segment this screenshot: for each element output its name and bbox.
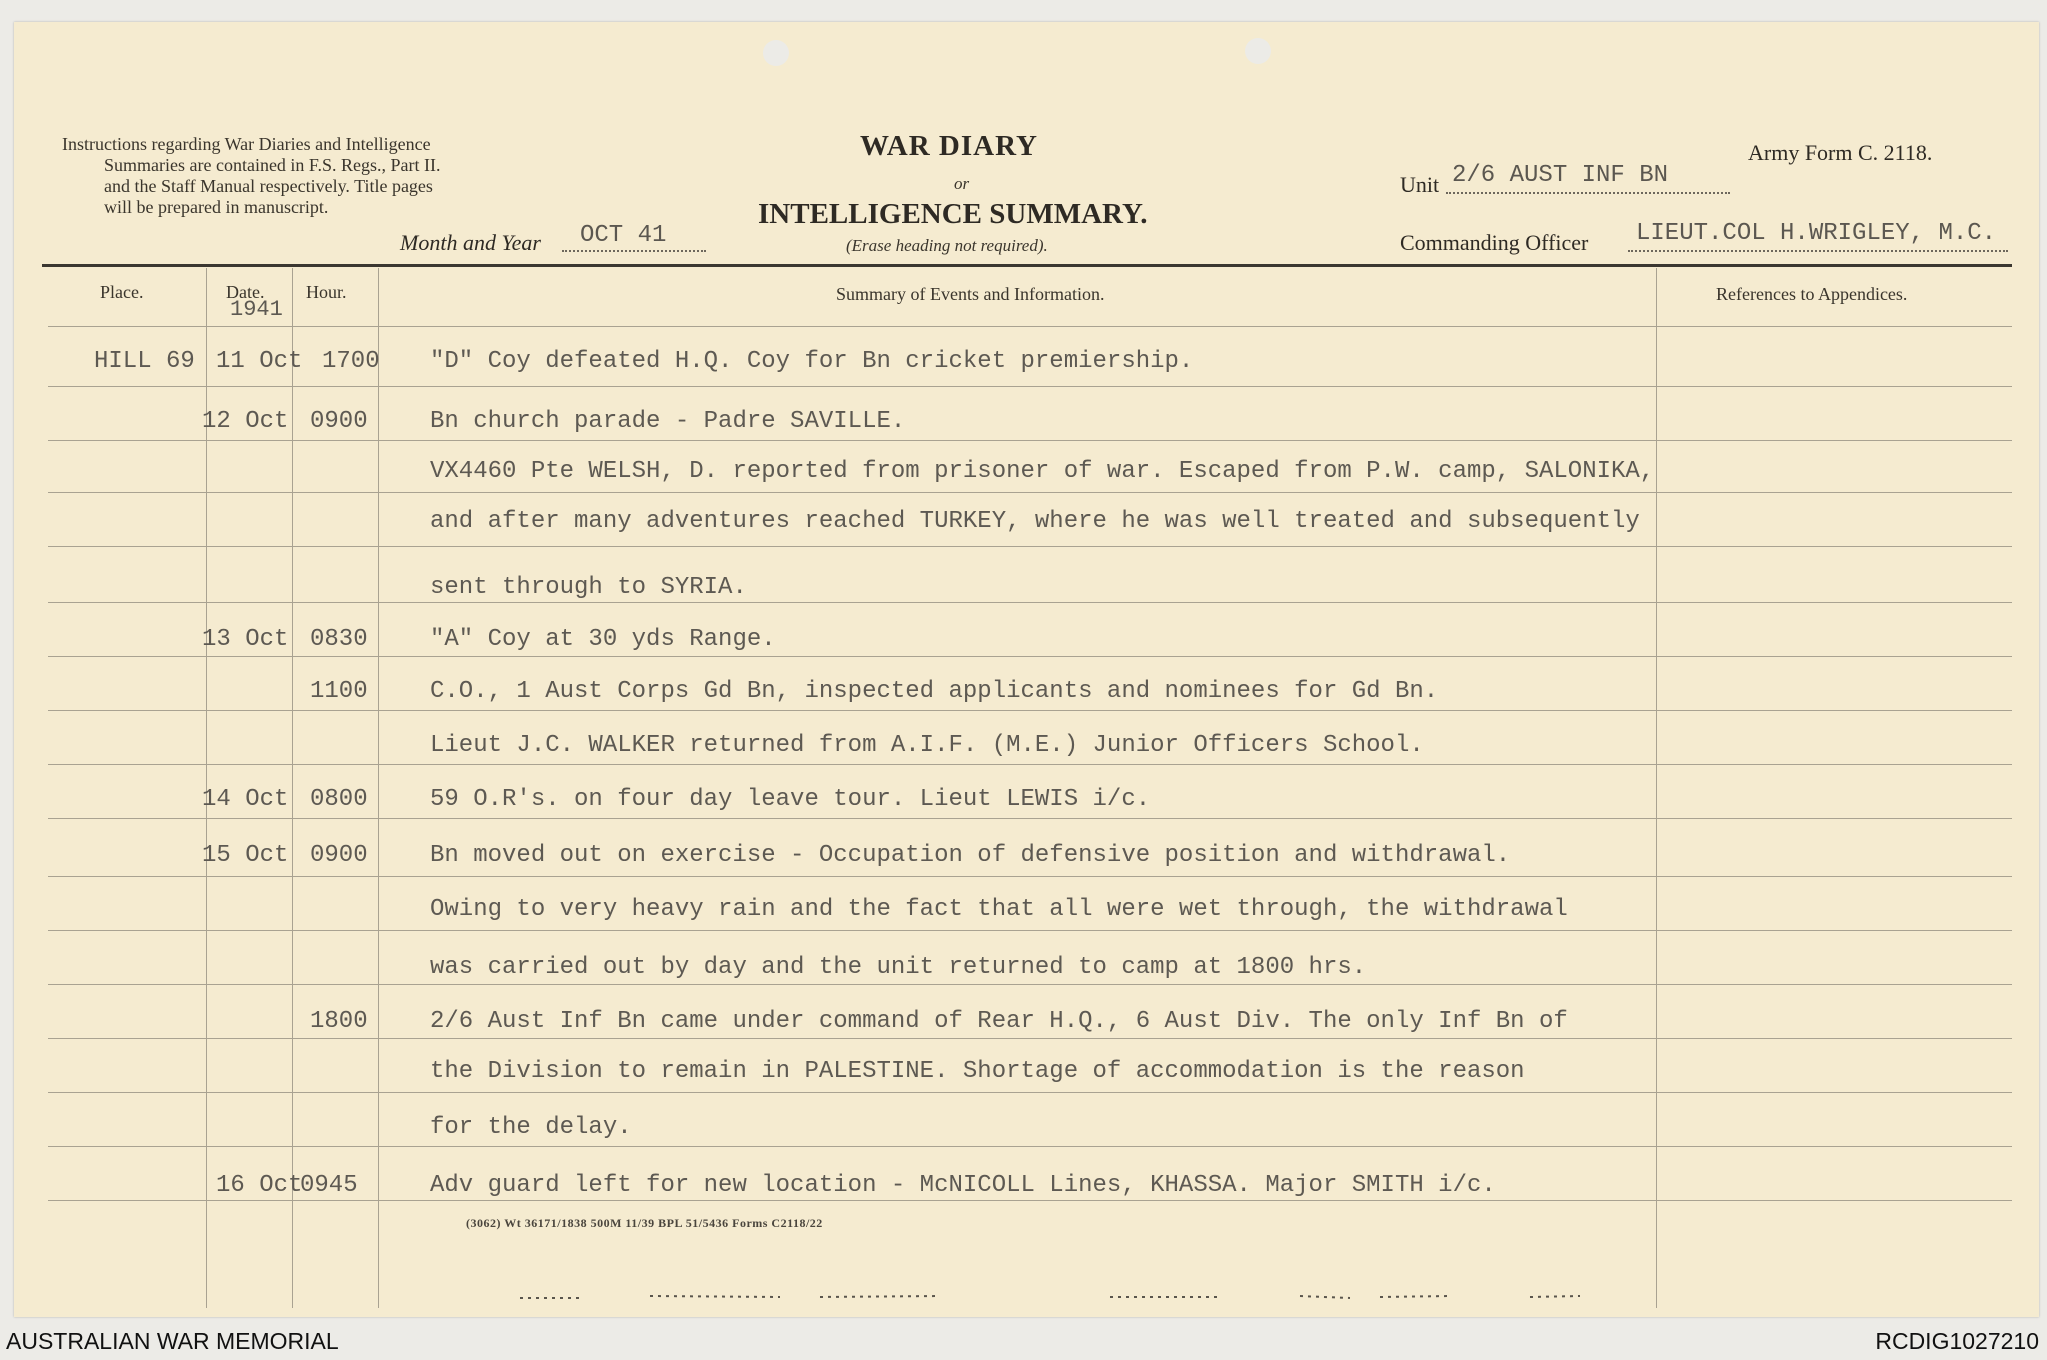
- row-summary: VX4460 Pte WELSH, D. reported from prisoner of war. Escaped from P.W. camp, SALONIKA,: [430, 458, 1655, 485]
- row-summary: for the delay.: [430, 1114, 632, 1141]
- row-rule: [48, 492, 2012, 493]
- erase-note: (Erase heading not required).: [846, 236, 1048, 255]
- row-place: HILL 69: [94, 348, 195, 375]
- row-rule: [48, 440, 2012, 441]
- row-hour: 1100: [310, 678, 368, 705]
- row-rule: [48, 876, 2012, 877]
- row-hour: 1800: [310, 1008, 368, 1035]
- commanding-officer-label: Commanding Officer: [1400, 230, 1589, 255]
- row-rule: [48, 930, 2012, 931]
- instructions-line: will be prepared in manuscript.: [104, 197, 329, 217]
- row-rule: [48, 764, 2012, 765]
- row-hour: 0900: [310, 408, 368, 435]
- punch-hole: [1245, 38, 1271, 64]
- row-date: 12 Oct: [202, 408, 289, 435]
- row-summary: 2/6 Aust Inf Bn came under command of Rear H.Q., 6 Aust Div. The only Inf Bn of: [430, 1008, 1568, 1035]
- form-subtitle: INTELLIGENCE SUMMARY.: [758, 198, 1148, 230]
- row-rule: [48, 710, 2012, 711]
- row-hour: 0830: [310, 626, 368, 653]
- printer-imprint: (3062) Wt 36171/1838 500M 11/39 BPL 51/5436 Forms C2118/22: [466, 1216, 823, 1230]
- table-top-rule: [42, 264, 2012, 267]
- bottom-ink-marks: [520, 1290, 1610, 1304]
- row-summary: Adv guard left for new location - McNICOLL Lines, KHASSA. Major SMITH i/c.: [430, 1172, 1496, 1199]
- column-divider: [292, 268, 293, 1308]
- instructions-line: Summaries are contained in F.S. Regs., Part II.: [104, 155, 441, 175]
- archive-credit: AUSTRALIAN WAR MEMORIAL: [6, 1328, 339, 1354]
- row-rule: [48, 984, 2012, 985]
- unit-label: Unit: [1400, 172, 1440, 197]
- column-header-date: Date.: [226, 282, 265, 302]
- form-title-or: or: [954, 174, 970, 193]
- commanding-officer-value: LIEUT.COL H.WRIGLEY, M.C.: [1636, 220, 1997, 247]
- form-number: Army Form C. 2118.: [1748, 140, 1933, 165]
- row-rule: [48, 546, 2012, 547]
- row-summary: Bn church parade - Padre SAVILLE.: [430, 408, 906, 435]
- unit-dotted-line: [1446, 192, 1730, 194]
- month-year-label: Month and Year: [400, 230, 541, 255]
- header-rule: [48, 326, 2012, 327]
- column-header-references: References to Appendices.: [1716, 284, 1908, 304]
- row-date: 14 Oct: [202, 786, 289, 813]
- unit-value: 2/6 AUST INF BN: [1452, 162, 1669, 189]
- column-header-hour: Hour.: [306, 282, 347, 302]
- column-header-place: Place.: [100, 282, 144, 302]
- row-date: 16 Oct: [216, 1172, 303, 1199]
- row-hour: 1700: [322, 348, 380, 375]
- co-dotted-line: [1628, 250, 2008, 252]
- row-summary: sent through to SYRIA.: [430, 574, 747, 601]
- row-hour: 0800: [310, 786, 368, 813]
- column-divider: [378, 268, 379, 1308]
- row-rule: [48, 1092, 2012, 1093]
- row-rule: [48, 656, 2012, 657]
- archive-record-id: RCDIG1027210: [1875, 1328, 2039, 1354]
- month-year-dotted-line: [562, 250, 706, 252]
- form-title: WAR DIARY: [860, 130, 1038, 162]
- row-summary: C.O., 1 Aust Corps Gd Bn, inspected applicants and nominees for Gd Bn.: [430, 678, 1439, 705]
- row-summary: "A" Coy at 30 yds Range.: [430, 626, 776, 653]
- row-rule: [48, 818, 2012, 819]
- instructions-note: [62, 134, 552, 218]
- row-date: 15 Oct: [202, 842, 289, 869]
- row-summary: was carried out by day and the unit returned to camp at 1800 hrs.: [430, 954, 1367, 981]
- row-date: 11 Oct: [216, 348, 303, 375]
- row-summary: Bn moved out on exercise - Occupation of defensive position and withdrawal.: [430, 842, 1511, 869]
- row-hour: 0900: [310, 842, 368, 869]
- instructions-line: and the Staff Manual respectively. Title pages: [104, 176, 433, 196]
- row-rule: [48, 386, 2012, 387]
- row-rule: [48, 1038, 2012, 1039]
- row-hour: 0945: [300, 1172, 358, 1199]
- row-rule: [48, 602, 2012, 603]
- column-header-year: 1941: [230, 297, 283, 322]
- row-summary: Owing to very heavy rain and the fact that all were wet through, the withdrawal: [430, 896, 1568, 923]
- column-divider: [1656, 268, 1657, 1308]
- row-summary: "D" Coy defeated H.Q. Coy for Bn cricket premiership.: [430, 348, 1194, 375]
- row-summary: the Division to remain in PALESTINE. Shortage of accommodation is the reason: [430, 1058, 1525, 1085]
- column-header-summary: Summary of Events and Information.: [836, 284, 1105, 304]
- row-summary: and after many adventures reached TURKEY, where he was well treated and subsequently: [430, 508, 1640, 535]
- row-rule: [48, 1200, 2012, 1201]
- punch-hole: [763, 40, 789, 66]
- row-date: 13 Oct: [202, 626, 289, 653]
- row-summary: Lieut J.C. WALKER returned from A.I.F. (M.E.) Junior Officers School.: [430, 732, 1424, 759]
- instructions-line: Instructions regarding War Diaries and Intelligence: [62, 134, 431, 154]
- row-rule: [48, 1146, 2012, 1147]
- row-summary: 59 O.R's. on four day leave tour. Lieut LEWIS i/c.: [430, 786, 1151, 813]
- month-year-value: OCT 41: [580, 222, 667, 249]
